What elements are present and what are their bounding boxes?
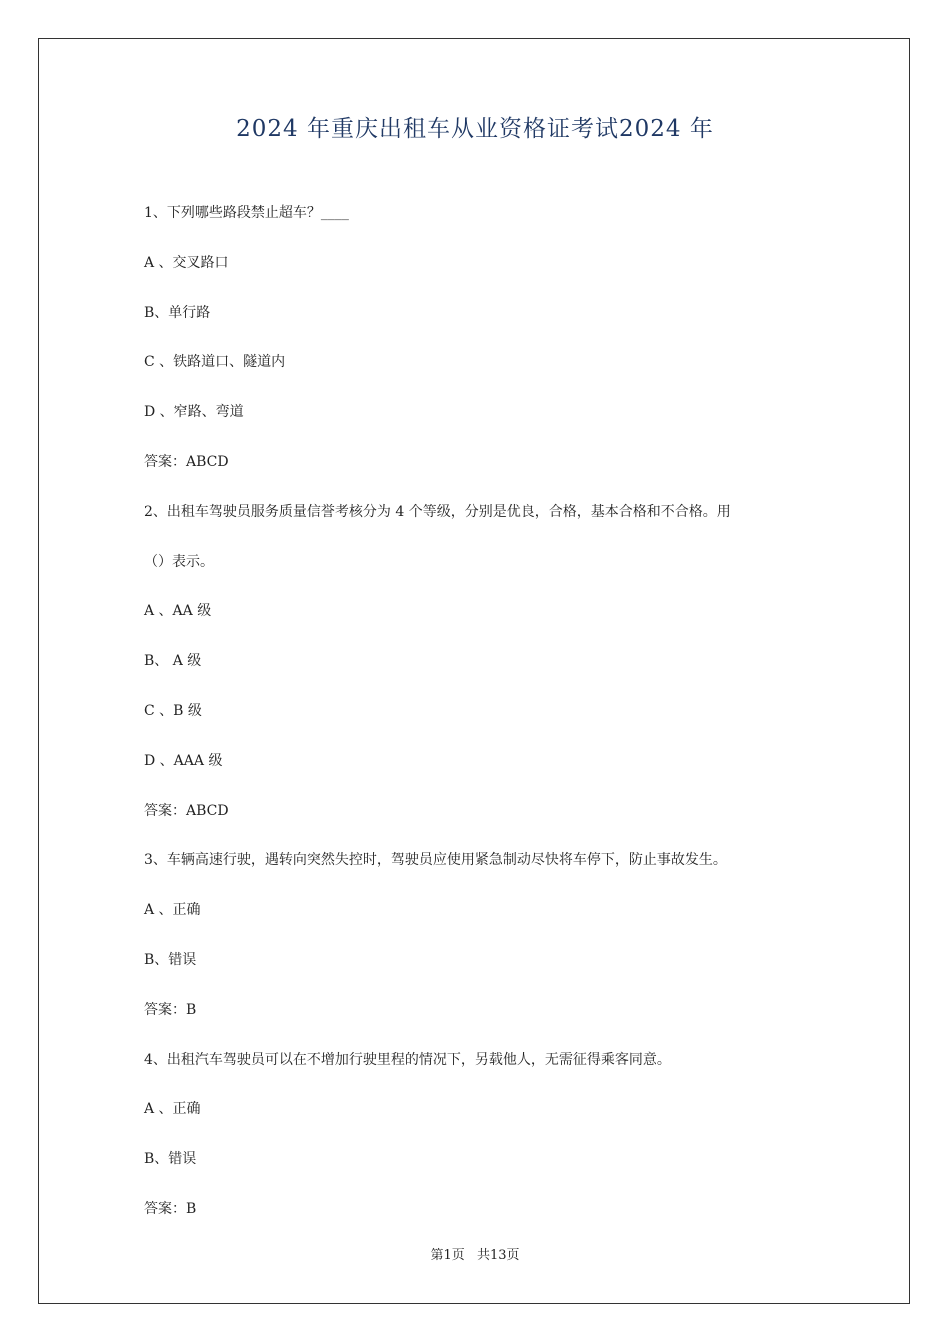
page-total: 共13页 bbox=[476, 1248, 520, 1263]
question-3-answer: 答案：B bbox=[144, 1001, 197, 1018]
question-4-option-a: A 、正确 bbox=[144, 1101, 201, 1118]
question-2-continued: （）表示。 bbox=[144, 553, 214, 570]
question-4: 4、出租汽车驾驶员可以在不增加行驶里程的情况下，另载他人，无需征得乘客同意。 bbox=[144, 1051, 671, 1068]
question-1-option-d: D 、窄路、弯道 bbox=[144, 404, 244, 421]
question-3-option-a: A 、正确 bbox=[144, 902, 201, 919]
question-4-answer: 答案：B bbox=[144, 1200, 197, 1217]
question-2-answer: 答案：ABCD bbox=[144, 802, 229, 819]
document-title: 2024 年重庆出租车从业资格证考试2024 年 bbox=[236, 116, 714, 142]
question-1-option-a: A 、交叉路口 bbox=[144, 254, 229, 271]
question-3: 3、车辆高速行驶，遇转向突然失控时，驾驶员应使用紧急制动尽快将车停下，防止事故发生。 bbox=[144, 852, 727, 869]
question-1: 1、下列哪些路段禁止超车？____ bbox=[144, 205, 349, 221]
question-1-option-c: C 、铁路道口、隧道内 bbox=[144, 354, 286, 371]
question-1-option-b: B、单行路 bbox=[144, 304, 211, 321]
question-4-option-b: B、错误 bbox=[144, 1151, 197, 1168]
page-footer bbox=[0, 1246, 950, 1266]
question-2-option-c: C 、B 级 bbox=[144, 702, 202, 719]
page-number: 第1页 bbox=[430, 1248, 465, 1263]
question-3-option-b: B、错误 bbox=[144, 951, 197, 968]
question-2-option-b: B、 A 级 bbox=[144, 653, 202, 670]
question-2-option-a: A 、AA 级 bbox=[144, 603, 212, 620]
question-2: 2、出租车驾驶员服务质量信誉考核分为 4 个等级，分别是优良，合格，基本合格和不合格。用 bbox=[144, 503, 731, 520]
question-1-answer: 答案：ABCD bbox=[144, 453, 229, 470]
document-body bbox=[144, 199, 824, 1245]
question-2-option-d: D 、AAA 级 bbox=[144, 752, 223, 769]
